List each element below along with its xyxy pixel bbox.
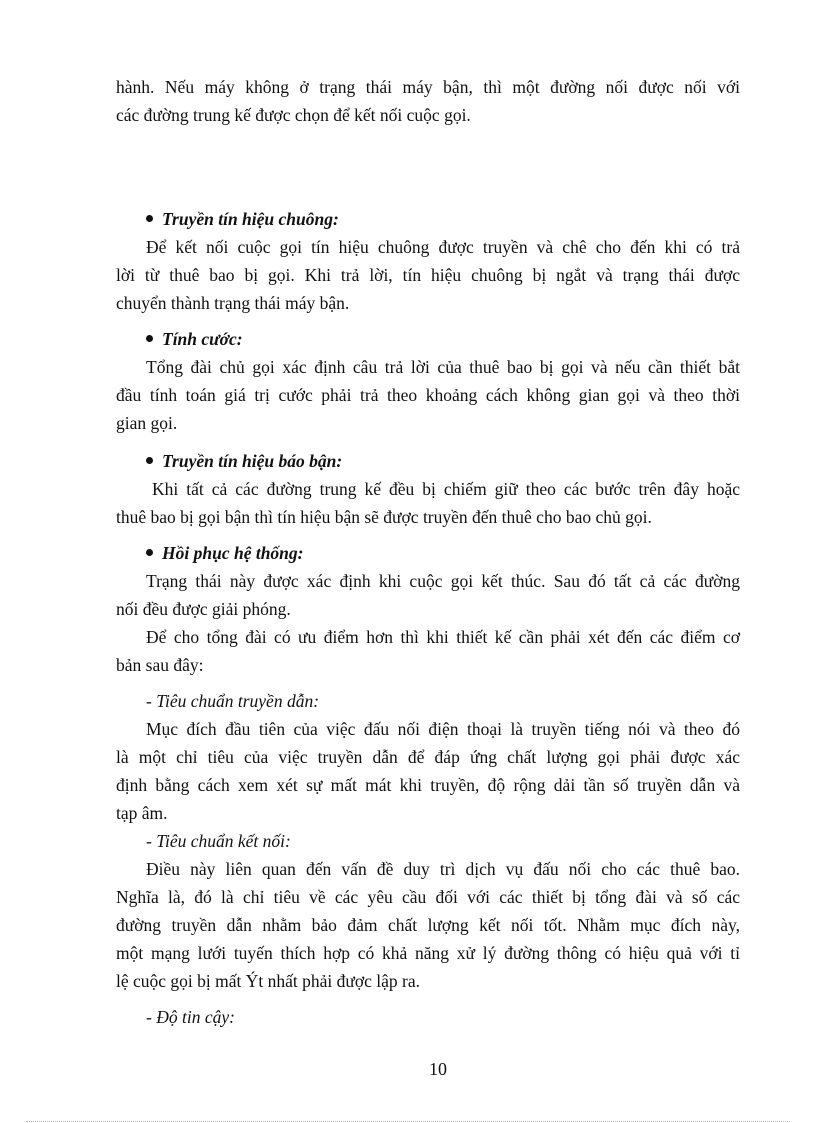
text-line: thuê bao bị gọi bận thì tín hiệu bận sẽ được truyền đến thuê cho bao chủ gọi.	[116, 507, 652, 527]
text-line: bản sau đây:	[116, 655, 204, 675]
text-line: đường truyền dẫn nhằm bảo đảm chất lượng kết nối tốt. Nhằm mục đích này,	[116, 915, 740, 935]
text-line: Để kết nối cuộc gọi tín hiệu chuông được truyền và chê cho đến khi có trả	[146, 237, 740, 257]
text-line: Điều này liên quan đến vấn đề duy trì dịch vụ đấu nối cho các thuê bao.	[146, 859, 740, 879]
text-line: một mạng lưới tuyến thích hợp có khả năng xử lý đường thông có hiệu quả với tỉ	[116, 943, 740, 963]
text-line: định bằng cách xem xét sự mất mát khi truyền, độ rộng dải tần số truyền dẫn và	[116, 775, 740, 795]
text-line: là một chỉ tiêu của việc truyền dẫn để đáp ứng chất lượng gọi phải được xác	[116, 747, 740, 767]
bullet-icon	[146, 549, 153, 556]
text-line: Tổng đài chủ gọi xác định câu trả lời của thuê bao bị gọi và nếu cần thiết bắt	[146, 357, 740, 377]
section-heading-system-recovery	[146, 540, 304, 566]
text-line: lời từ thuê bao bị gọi. Khi trả lời, tín hiệu chuông bị ngắt và trạng thái được	[116, 265, 740, 285]
subheading-reliability: - Độ tin cậy:	[146, 1007, 235, 1027]
text-line: hành. Nếu máy không ở trạng thái máy bận, thì một đường nối được nối với	[116, 77, 740, 97]
text-line: Nghĩa là, đó là chỉ tiêu về các yêu cầu đối với các thiết bị tổng đài và số các	[116, 887, 740, 907]
section-heading-ringing-signal	[146, 206, 339, 232]
heading-text: Tính cước:	[162, 329, 243, 349]
text-line: Trạng thái này được xác định khi cuộc gọi kết thúc. Sau đó tất cả các đường	[146, 571, 740, 591]
text-line: Mục đích đầu tiên của việc đấu nối điện thoại là truyền tiếng nói và theo đó	[146, 719, 740, 739]
subheading-connection-standard: - Tiêu chuẩn kết nối:	[146, 831, 291, 851]
footer-divider	[26, 1121, 790, 1122]
bullet-icon	[146, 215, 153, 222]
heading-text: Hồi phục hệ thống:	[162, 543, 304, 563]
bullet-icon	[146, 335, 153, 342]
text-line: các đường trung kế được chọn để kết nối cuộc gọi.	[116, 105, 471, 125]
text-line: chuyển thành trạng thái máy bận.	[116, 293, 350, 313]
text-line: lệ cuộc gọi bị mất Ýt nhất phải được lập ra.	[116, 971, 420, 991]
text-line: Để cho tổng đài có ưu điểm hơn thì khi thiết kế cần phải xét đến các điểm cơ	[146, 627, 740, 647]
subheading-transmission-standard: - Tiêu chuẩn truyền dẫn:	[146, 691, 320, 711]
text-line: Khi tất cả các đường trung kế đều bị chiếm giữ theo các bước trên đây hoặc	[152, 479, 740, 499]
text-line: đầu tính toán giá trị cước phải trả theo khoảng cách không gian gọi và theo thời	[116, 385, 740, 405]
text-line: tạp âm.	[116, 803, 168, 823]
section-heading-charging	[146, 326, 243, 352]
text-line: gian gọi.	[116, 413, 178, 433]
page-number: 10	[429, 1059, 447, 1079]
text-line: nối đều được giải phóng.	[116, 599, 291, 619]
heading-text: Truyền tín hiệu báo bận:	[162, 451, 343, 471]
bullet-icon	[146, 457, 153, 464]
section-heading-busy-signal	[146, 448, 342, 474]
heading-text: Truyền tín hiệu chuông:	[162, 209, 339, 229]
